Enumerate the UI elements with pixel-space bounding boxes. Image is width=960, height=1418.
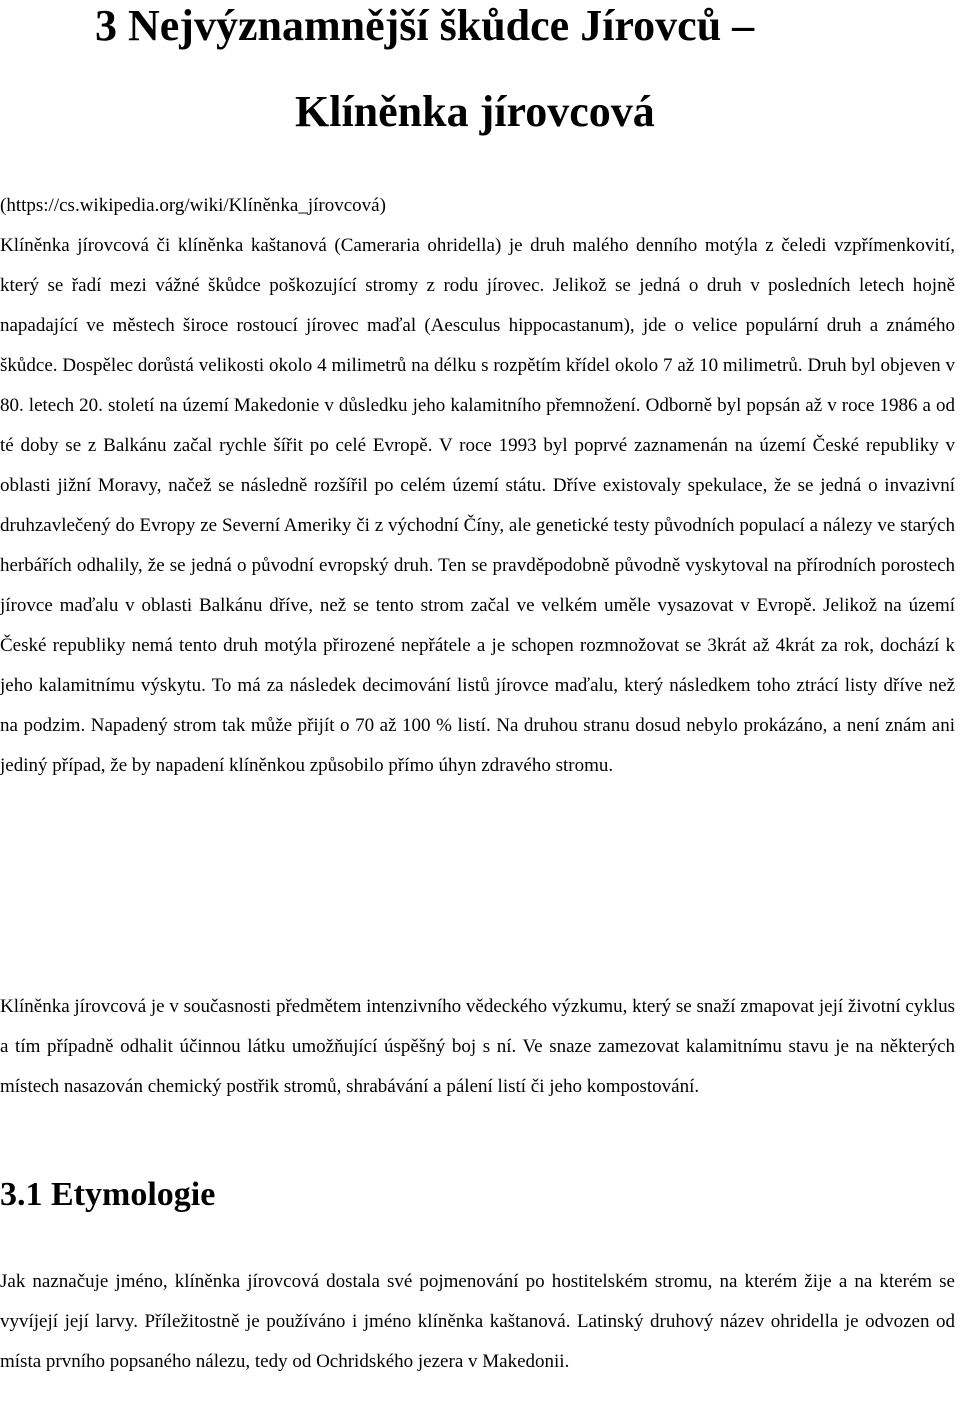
chapter-title-line2: Klíněnka jírovcová (295, 87, 655, 136)
paragraph-etymology: Jak naznačuje jméno, klíněnka jírovcová dostala své pojmenování po hostitelském stromu, na kterém žije a na kterém se vyvíjejí její larvy. Příležitostně je používáno i jméno klíněnka kaštanová. Latinský druhový název ohridella je odvozen od místa prvního popsaného nálezu, tedy od Ochridského jezera v Makedonii. (0, 1271, 955, 1372)
chapter-title-line1: 3 Nejvýznamnější škůdce Jírovců – (95, 1, 755, 50)
section-title: 3.1 Etymologie (0, 1176, 216, 1213)
source-link: (https://cs.wikipedia.org/wiki/Klíněnka_jírovcová) (0, 195, 386, 216)
paragraph-research: Klíněnka jírovcová je v současnosti předmětem intenzivního vědeckého výzkumu, který se snaží zmapovat její životní cyklus a tím případně odhalit účinnou látku umožňující úspěšný boj s ní. Ve snaze zamezovat kalamitnímu stavu je na některých místech nasazován chemický postřik stromů, shrabávání a pálení listí či jeho kompostování. (0, 996, 956, 1097)
paragraph-intro: Klíněnka jírovcová či klíněnka kaštanová (Cameraria ohridella) je druh malého denního motýla z čeledi vzpřímenkovití, který se řadí mezi vážné škůdce poškozující stromy z rodu jírovec. Jelikož se jedná o druh v posledních letech hojně napadající ve městech široce rostoucí jírovec maďal (Aesculus hippocastanum), jde o velice populární druh a známého škůdce. Dospělec dorůstá velikosti okolo 4 milimetrů na délku s rozpětím křídel okolo 7 až 10 milimetrů. Druh byl objeven v 80. letech 20. století na území Makedonie v důsledku jeho kalamitního přemnožení. Odborně byl popsán až v roce 1986 a od té doby se z Balkánu začal rychle šířit po celé Evropě. V roce 1993 byl poprvé zaznamenán na území České republiky v oblasti jižní Moravy, načež se následně rozšířil po celém území státu. Dříve existovaly spekulace, že se jedná o invazivní druhzavlečený do Evropy ze Severní Ameriky či z východní Číny, ale genetické testy původních populací a nálezy ve starých herbářích odhalily, že se jedná o původní evropský druh. Ten se pravděpodobně původně vyskytoval na přírodních porostech jírovce maďalu v oblasti Balkánu dříve, než se tento strom začal ve velkém uměle vysazovat v Evropě. Jelikož na území České republiky nemá tento druh motýla přirozené nepřátele a je schopen rozmnožovat se 3krát až 4krát za rok, dochází k jeho kalamitnímu výskytu. To má za následek decimování listů jírovce maďalu, který následkem toho ztrácí listy dříve než na podzim. Napadený strom tak může přijít o 70 až 100 % listí. Na druhou stranu dosud nebylo prokázáno, a není znám ani jediný případ, že by napadení klíněnkou způsobilo přímo úhyn zdravého stromu. (0, 235, 955, 776)
